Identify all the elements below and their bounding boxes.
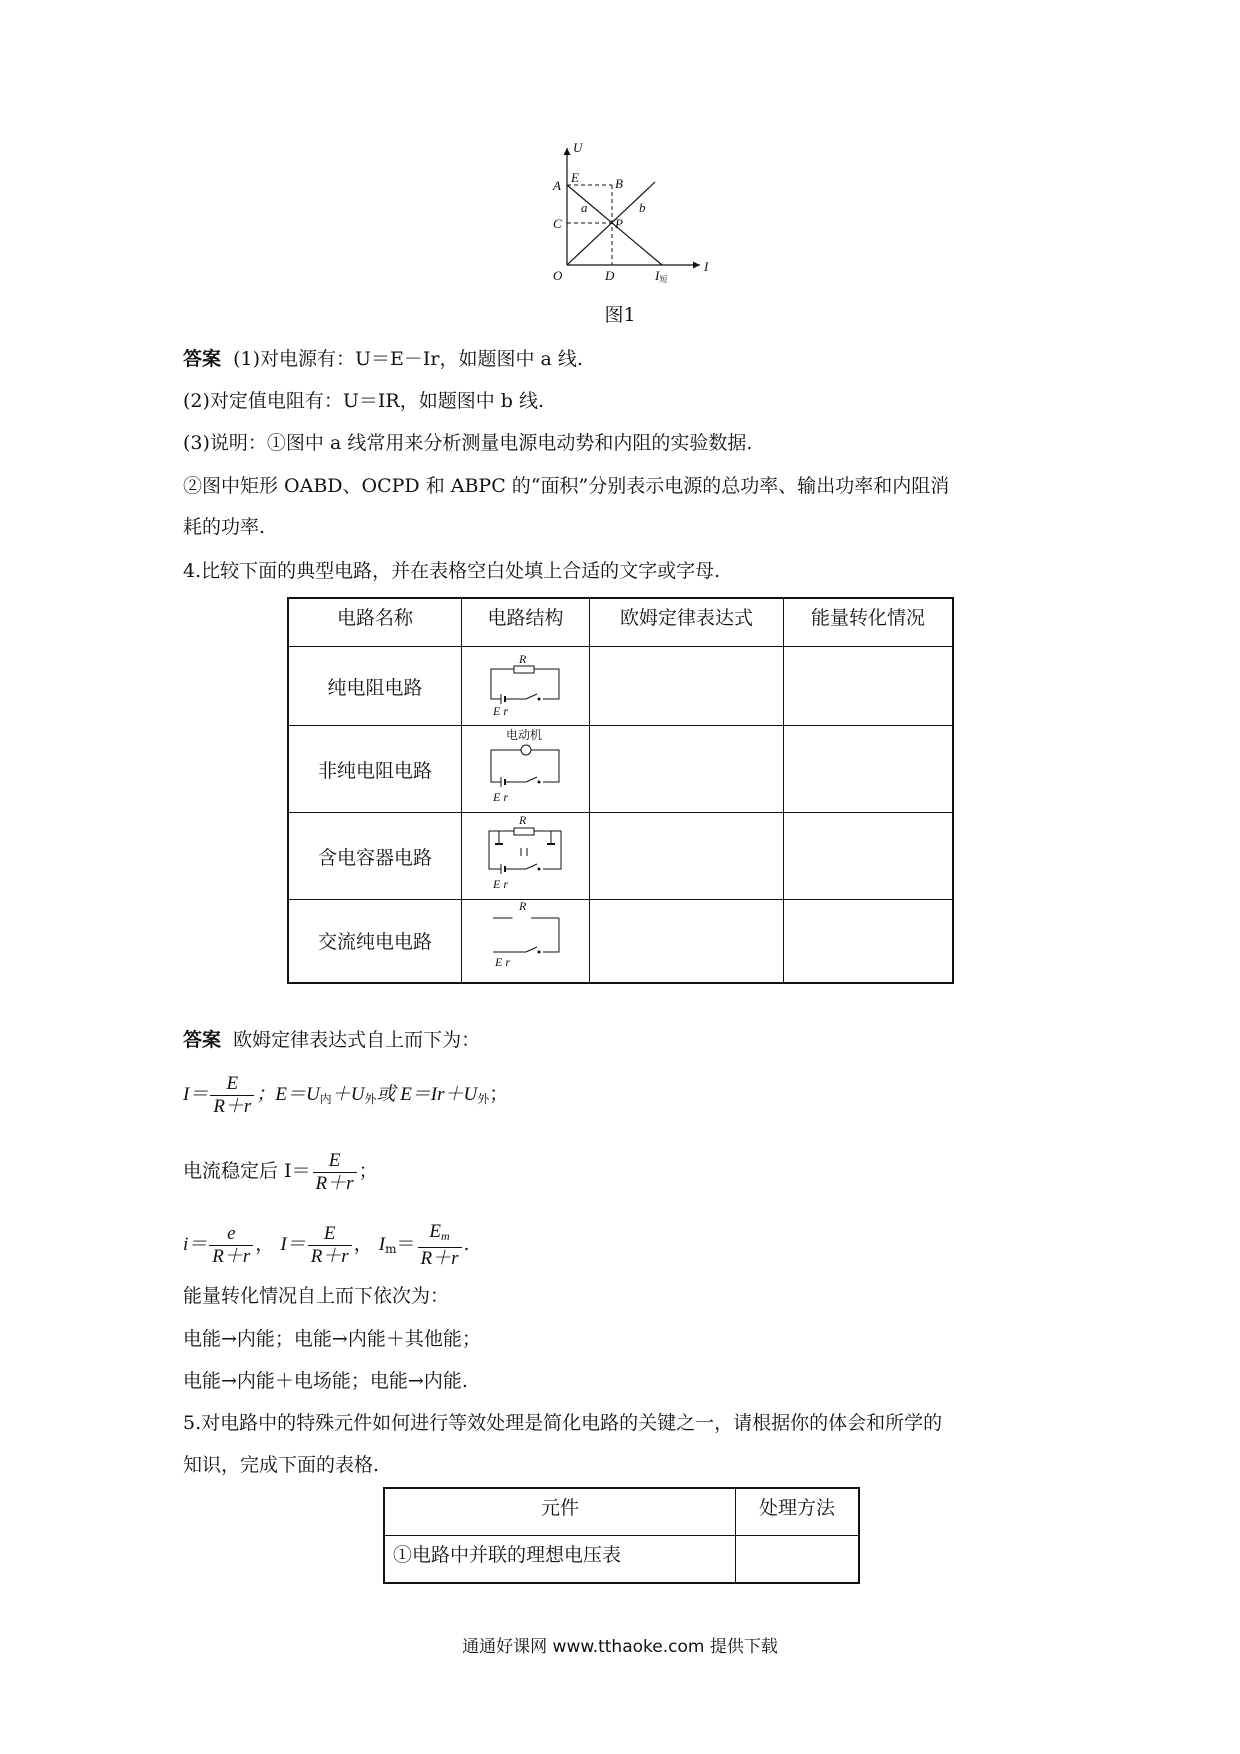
header-circuit-name: 电路名称 xyxy=(288,598,462,647)
header-method: 处理方法 xyxy=(736,1488,860,1536)
point-b-label: B xyxy=(615,176,623,191)
svg-text:E r: E r xyxy=(492,789,508,804)
answer-keyword: 答案 xyxy=(183,1029,222,1051)
ohm-law-answer-cell[interactable] xyxy=(590,647,784,726)
table-row xyxy=(288,647,953,726)
table-row xyxy=(288,813,953,900)
eq3-fraction1: $\frac{e}{R+r}$ xyxy=(209,1223,253,1268)
point-d-label: D xyxy=(605,268,615,283)
energy-answer-cell[interactable] xyxy=(784,900,954,983)
equation-line-2 xyxy=(183,1147,378,1195)
equation-line-3 xyxy=(183,1220,470,1273)
answer2-intro: 欧姆定律表达式自上而下为： xyxy=(233,1029,481,1051)
svg-text:R: R xyxy=(518,900,526,914)
eq3-p2: I＝ xyxy=(280,1234,306,1255)
point-e-label: E xyxy=(571,170,579,185)
energy-answer-cell[interactable] xyxy=(784,647,954,726)
eq2-end: ； xyxy=(358,1160,378,1182)
eq3-p3-sub: m xyxy=(385,1242,397,1256)
answer1-text1: (1)对电源有：U＝E－Ir，如题图中 a 线. xyxy=(233,348,583,370)
answer1-line1 xyxy=(183,346,583,372)
eq3-fraction3: $\frac{E_m}{R+r}$ xyxy=(418,1221,462,1270)
eq1-sub-in: 内 xyxy=(319,1092,332,1106)
point-c-label: C xyxy=(553,216,562,231)
eq1-lhs: I＝ xyxy=(183,1084,209,1105)
row-name-cell: 交流纯电电路 xyxy=(288,900,462,983)
svg-text:E r: E r xyxy=(492,876,508,891)
equation-line-1 xyxy=(183,1070,508,1123)
page-footer: 通通好课网 www.tthaoke.com 提供下载 xyxy=(462,1637,778,1657)
eq3-p3-eq: ＝ xyxy=(396,1233,416,1255)
circuit-comparison-table xyxy=(287,597,954,984)
energy-answer-cell[interactable] xyxy=(784,726,954,813)
svg-text:R: R xyxy=(518,651,526,666)
question4-prompt: 4.比较下面的典型电路，并在表格空白处填上合适的文字或字母. xyxy=(183,560,721,582)
eq1-part-a: ；E＝U xyxy=(256,1084,320,1105)
element-cell: ①电路中并联的理想电压表 xyxy=(384,1536,736,1584)
ac-circuit-diagram xyxy=(462,900,590,983)
ohm-law-answer-cell[interactable] xyxy=(590,813,784,900)
answer1-line2: (2)对定值电阻有：U＝IR，如题图中 b 线. xyxy=(183,390,545,412)
eq3-fraction2: $\frac{E}{R+r}$ xyxy=(308,1223,352,1268)
eq2-fraction: $\frac{E}{R+r}$ xyxy=(313,1150,357,1195)
table-row xyxy=(384,1536,859,1584)
energy-answer-cell[interactable] xyxy=(784,813,954,900)
element-treatment-table xyxy=(383,1487,860,1584)
table-row xyxy=(288,900,953,983)
energy-line-2: 电能→内能＋电场能；电能→内能. xyxy=(183,1370,468,1392)
line-b-label: b xyxy=(639,200,646,215)
table-header-row xyxy=(288,598,953,647)
ui-graph-figure xyxy=(545,140,710,285)
table-row xyxy=(288,726,953,813)
row-name-cell: 含电容器电路 xyxy=(288,813,462,900)
i-axis-label: I xyxy=(704,259,709,274)
ohm-law-answer-cell[interactable] xyxy=(590,726,784,813)
row-name-cell: 纯电阻电路 xyxy=(288,647,462,726)
eq3-end: . xyxy=(463,1233,470,1255)
answer1-line5: 耗的功率. xyxy=(183,516,266,538)
eq3-p1: i＝ xyxy=(183,1234,208,1255)
method-answer-cell[interactable] xyxy=(736,1536,860,1584)
line-a-label: a xyxy=(581,200,588,215)
eq1-fraction: $\frac{E}{R+r}$ xyxy=(210,1073,254,1118)
origin-label: O xyxy=(553,268,563,283)
motor-circuit-diagram xyxy=(462,726,590,813)
i-short-label: I短 xyxy=(655,268,668,284)
point-p-label: P xyxy=(615,216,623,231)
question5-prompt-line1: 5.对电路中的特殊元件如何进行等效处理是简化电路的关键之一，请根据你的体会和所学的 xyxy=(183,1412,943,1434)
eq3-s2: ， xyxy=(353,1233,373,1255)
svg-text:E r: E r xyxy=(492,703,508,718)
energy-line-1: 电能→内能；电能→内能＋其他能； xyxy=(183,1328,481,1350)
figure-caption: 图1 xyxy=(604,304,636,326)
eq1-part-b: ＋U xyxy=(331,1084,365,1105)
eq1-sub-out: 外 xyxy=(364,1092,377,1106)
eq1-sub-out2: 外 xyxy=(477,1092,490,1106)
ohm-law-answer-cell[interactable] xyxy=(590,900,784,983)
answer1-line4: ②图中矩形 OABD、OCPD 和 ABPC 的“面积”分别表示电源的总功率、输出功率和内阻消 xyxy=(183,475,950,497)
row-name-cell: 非纯电阻电路 xyxy=(288,726,462,813)
energy-intro: 能量转化情况自上而下依次为： xyxy=(183,1285,450,1307)
answer-keyword: 答案 xyxy=(183,348,222,370)
answer1-line3: (3)说明：①图中 a 线常用来分析测量电源电动势和内阻的实验数据. xyxy=(183,432,753,454)
header-ohm-law: 欧姆定律表达式 xyxy=(590,598,784,647)
header-circuit-structure: 电路结构 xyxy=(462,598,590,647)
eq1-part-c: 或 E＝Ir＋U xyxy=(376,1084,478,1105)
eq3-p3: I xyxy=(378,1234,386,1255)
table-header-row xyxy=(384,1488,859,1536)
svg-text:R: R xyxy=(518,813,526,827)
svg-text:E r: E r xyxy=(494,955,510,970)
point-a-label: A xyxy=(553,178,561,193)
pure-resistor-circuit-diagram xyxy=(462,647,590,726)
header-element: 元件 xyxy=(384,1488,736,1536)
eq3-s1: ， xyxy=(255,1233,275,1255)
eq2-prefix: 电流稳定后 I＝ xyxy=(183,1160,311,1182)
capacitor-circuit-diagram xyxy=(462,813,590,900)
u-axis-label: U xyxy=(573,140,583,155)
eq1-end: ； xyxy=(489,1083,509,1105)
header-energy-conversion: 能量转化情况 xyxy=(784,598,954,647)
answer2-intro-line xyxy=(183,1027,480,1053)
question5-prompt-line2: 知识，完成下面的表格. xyxy=(183,1454,380,1476)
svg-text:电动机: 电动机 xyxy=(505,727,542,742)
